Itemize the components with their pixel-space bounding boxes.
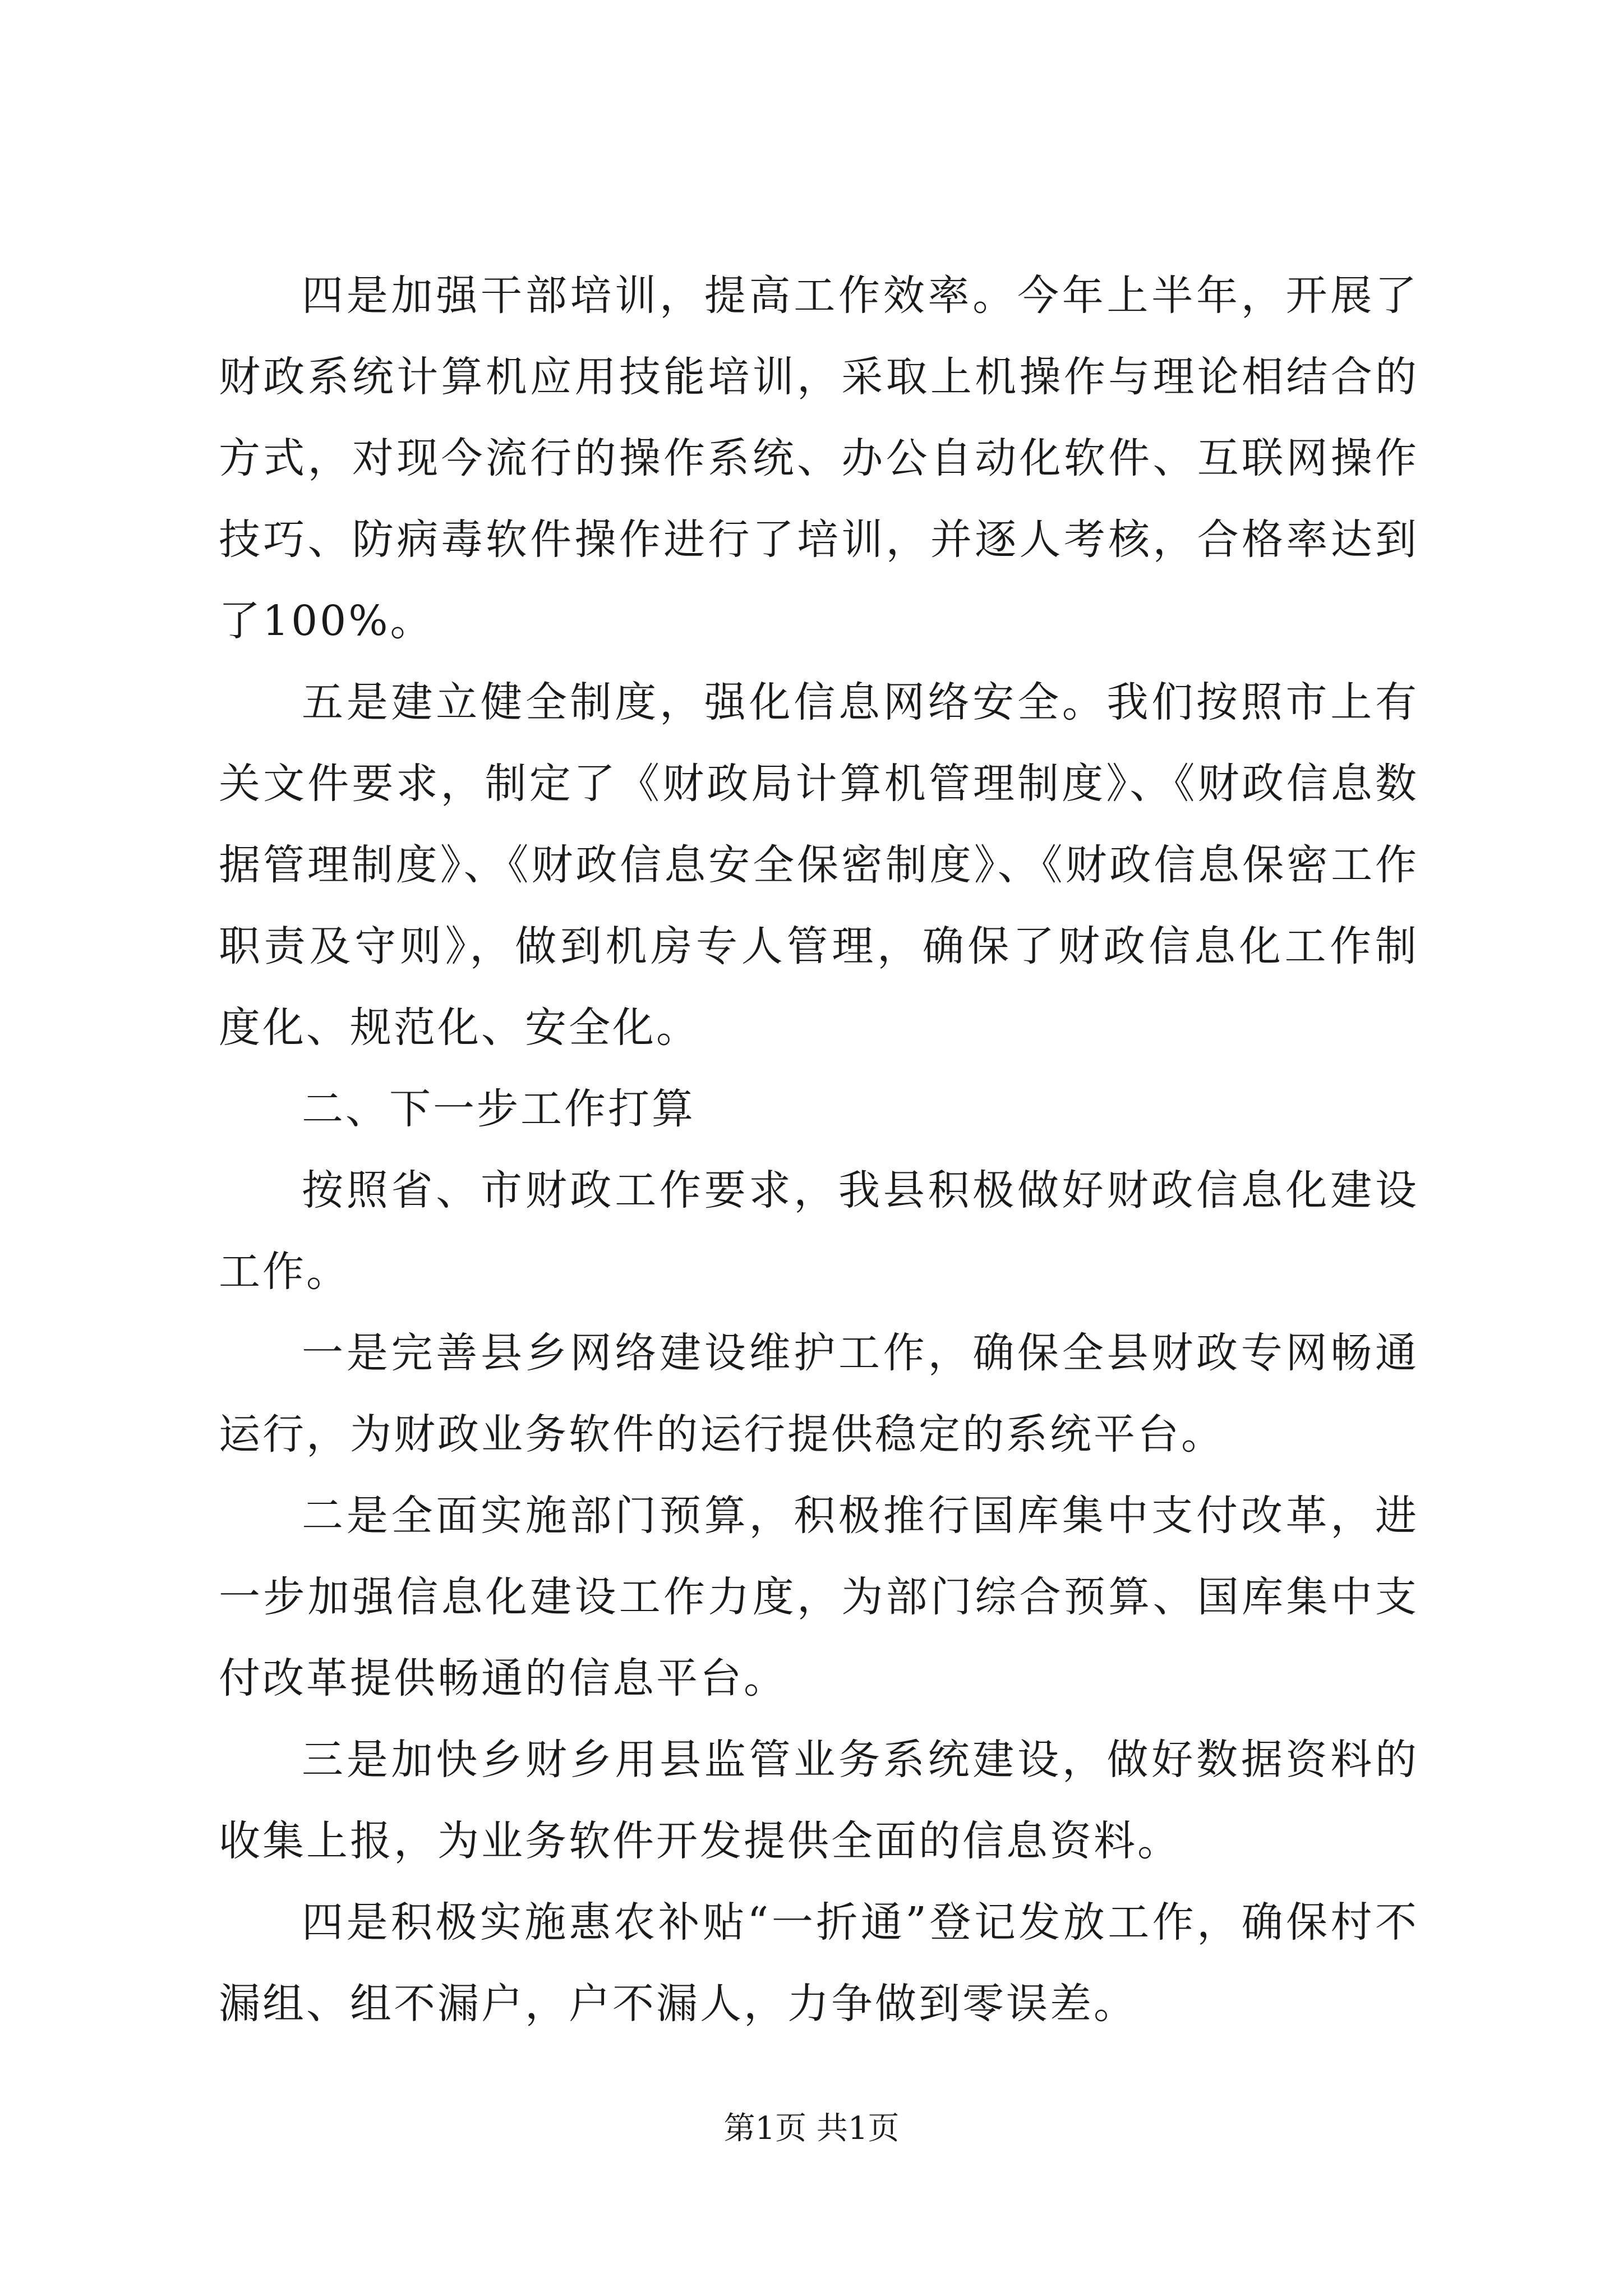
- paragraph-supervision-system: 三是加快乡财乡用县监管业务系统建设，做好数据资料的收集上报，为业务软件开发提供全面的信息资料。: [219, 1736, 1419, 1865]
- paragraph-intro-next-steps: 按照省、市财政工作要求，我县积极做好财政信息化建设工作。: [219, 1166, 1419, 1296]
- section-heading-next-steps: 二、下一步工作打算: [302, 1085, 695, 1133]
- paragraph-cadre-training: 四是加强干部培训，提高工作效率。今年上半年，开展了财政系统计算机应用技能培训，采取上机操作与理论相结合的方式，对现今流行的操作系统、办公自动化软件、互联网操作技巧、防病毒软件操作进行了培训，并逐人考核，合格率达到了100%。: [219, 272, 1419, 645]
- document-body: [219, 255, 1419, 2045]
- page-footer: 第1页 共1页: [723, 2110, 900, 2147]
- paragraph-department-budget: 二是全面实施部门预算，积极推行国库集中支付改革，进一步加强信息化建设工作力度，为部门综合预算、国库集中支付改革提供畅通的信息平台。: [219, 1492, 1419, 1703]
- paragraph-subsidy-distribution: 四是积极实施惠农补贴“一折通”登记发放工作，确保村不漏组、组不漏户，户不漏人，力争做到零误差。: [219, 1898, 1419, 2028]
- paragraph-network-maintenance: 一是完善县乡网络建设维护工作，确保全县财政专网畅通运行，为财政业务软件的运行提供稳定的系统平台。: [219, 1329, 1419, 1458]
- paragraph-security-system: 五是建立健全制度，强化信息网络安全。我们按照市上有关文件要求，制定了《财政局计算机管理制度》、《财政信息数据管理制度》、《财政信息安全保密制度》、《财政信息保密工作职责及守则》，做到机房专人管理，确保了财政信息化工作制度化、规范化、安全化。: [219, 678, 1419, 1052]
